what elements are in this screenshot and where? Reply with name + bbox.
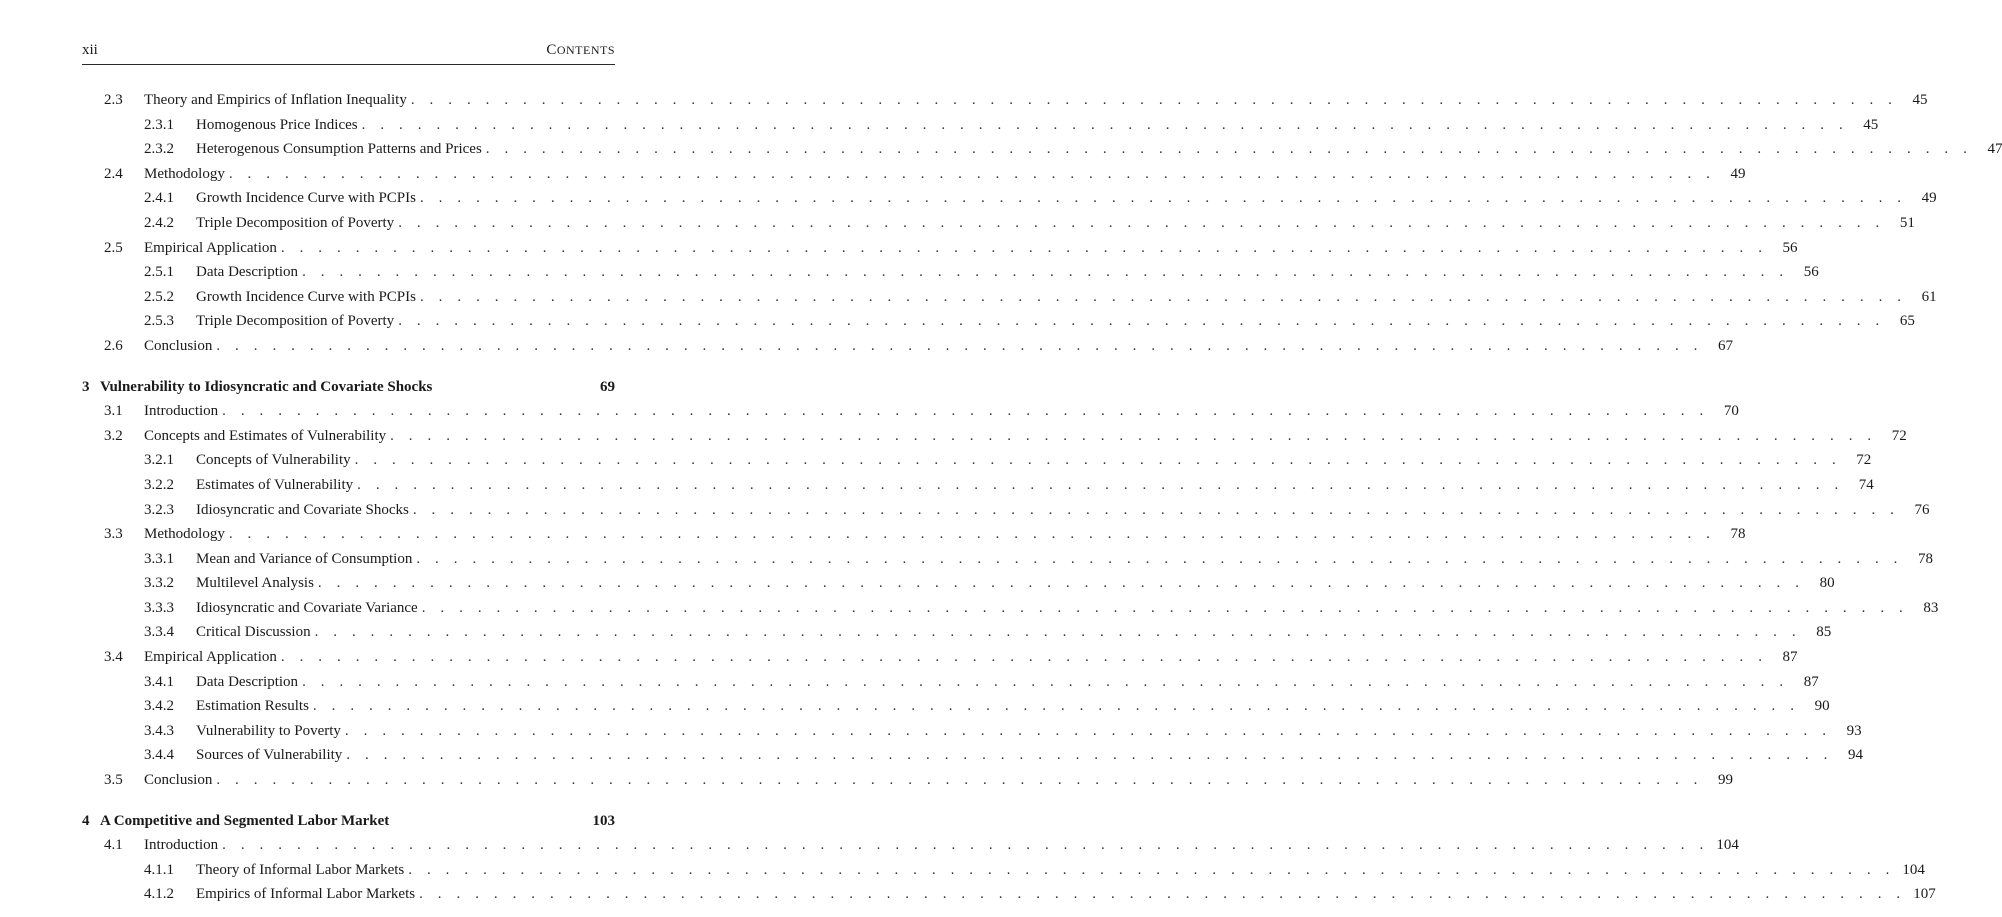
toc-entry-page: 83 [1923, 599, 1939, 616]
toc-entry-number: 4.1.2 [144, 886, 174, 903]
toc-entry-page: 51 [1899, 214, 1915, 231]
toc-subsection-entry[interactable] [82, 882, 1936, 907]
dot-leader: . . . . . . . . . . . . . . . . . . . . . . . . . . . . . . . . . . . . . . . . . . . . . . . . . . . . . . . . . . . . . . . . . . . . . . . . . . . . . . . . [416, 550, 1903, 567]
toc-entry-line [196, 309, 1915, 334]
toc-entry-line [144, 399, 1739, 424]
toc-entry-number: 3.4.1 [144, 673, 174, 690]
toc-subsection-entry[interactable] [82, 743, 1863, 768]
toc-entry-line [144, 162, 1746, 187]
toc-entry-title: Data Description [196, 670, 302, 695]
toc-entry-line [144, 833, 1739, 858]
toc-entry-page: 99 [1718, 772, 1733, 789]
toc-section-entry[interactable] [82, 768, 1733, 793]
toc-entry-line [196, 473, 1874, 498]
toc-entry-page: 87 [1782, 649, 1798, 666]
toc-entry-line [196, 882, 1936, 907]
toc-entry-number: 3.3.2 [144, 575, 174, 592]
dot-leader: . . . . . . . . . . . . . . . . . . . . . . . . . . . . . . . . . . . . . . . . . . . . . . . . . . . . . . . . . . . . . . . . . . . . . . . . . . . . . . . . [344, 722, 1832, 739]
toc-entry-line [196, 620, 1832, 645]
toc-section-entry[interactable] [82, 334, 1733, 359]
toc-entry-title: Estimation Results [196, 694, 313, 719]
toc-entry-title: Vulnerability to Idiosyncratic and Covariate Shocks [100, 375, 436, 400]
toc-entry-title: Triple Decomposition of Poverty [196, 211, 398, 236]
table-of-contents [82, 88, 2002, 907]
dot-leader: . . . . . . . . . . . . . . . . . . . . . . . . . . . . . . . . . . . . . . . . . . . . . . . . . . . . . . . . . . . . . . . . . . . . . . . . . . . . . . . . [346, 747, 1833, 764]
dot-leader: . . . . . . . . . . . . . . . . . . . . . . . . . . . . . . . . . . . . . . . . . . . . . . . . . . . . . . . . . . . . . . . . . . . . . . . . . . . . . . . . [419, 288, 1907, 305]
toc-entry-page: 56 [1782, 239, 1798, 256]
dot-leader: . . . . . . . . . . . . . . . . . . . . . . . . . . . . . . . . . . . . . . . . . . . . . . . . . . . . . . . . . . . . . . . . . . . . . . . . . . . . . . . . [314, 624, 1802, 641]
toc-entry-page: 45 [1863, 116, 1879, 133]
toc-entry-page: 104 [1716, 837, 1739, 854]
dot-leader: . . . . . . . . . . . . . . . . . . . . . . . . . . . . . . . . . . . . . . . . . . . . . . . . . . . . . . . . . . . . . . . . . . . . . . . . . . . . . . . . [302, 264, 1789, 281]
dot-leader: . . . . . . . . . . . . . . . . . . . . . . . . . . . . . . . . . . . . . . . . . . . . . . . . . . . . . . . . . . . . . . . . . . . . . . . . . . . . . . . . [228, 526, 1716, 543]
toc-entry-line [196, 743, 1863, 768]
toc-entry-page: 70 [1723, 403, 1739, 420]
toc-entry-number: 3.2.3 [144, 501, 174, 518]
toc-chapter-entry[interactable] [82, 375, 615, 400]
toc-entry-page: 65 [1899, 313, 1915, 330]
toc-entry-page: 74 [1858, 476, 1874, 493]
toc-entry-page: 45 [1912, 92, 1928, 108]
toc-entry-page: 76 [1914, 501, 1930, 518]
toc-entry-line [196, 719, 1862, 744]
toc-entry-title: Homogenous Price Indices [196, 113, 362, 138]
toc-subsection-entry[interactable] [82, 498, 1930, 523]
toc-entry-title: Triple Decomposition of Poverty [196, 309, 398, 334]
toc-entry-number: 3.4.3 [144, 722, 174, 739]
toc-entry-title: Methodology [144, 522, 229, 547]
toc-entry-page: 104 [1902, 861, 1925, 878]
toc-entry-title: Growth Incidence Curve with PCPIs [196, 186, 420, 211]
toc-entry-title: Empirical Application [144, 236, 281, 261]
dot-leader: . . . . . . . . . . . . . . . . . . . . . . . . . . . . . . . . . . . . . . . . . . . . . . . . . . . . . . . . . . . . . . . . . . . . . . . . . . . . . . . . [390, 427, 1877, 444]
toc-subsection-entry[interactable] [82, 448, 1872, 473]
toc-entry-number: 3.2.2 [144, 476, 174, 493]
toc-entry-number: 2.3 [104, 92, 123, 108]
dot-leader: . . . . . . . . . . . . . . . . . . . . . . . . . . . . . . . . . . . . . . . . . . . . . . . . . . . . . . . . . . . . . . . . . . . . . . . . . . . . . . . . [412, 501, 1900, 518]
toc-entry-page: 49 [1730, 165, 1746, 182]
toc-entry-number: 3.2.1 [144, 452, 174, 469]
toc-entry-number: 2.5.2 [144, 288, 174, 305]
toc-entry-line [196, 596, 1939, 621]
toc-entry-number: 4.1 [104, 837, 123, 854]
toc-entry-line [196, 571, 1835, 596]
toc-entry-title: Empirics of Informal Labor Markets [196, 882, 419, 907]
toc-entry-line [196, 670, 1819, 695]
toc-entry-title: Theory and Empirics of Inflation Inequality [144, 88, 411, 113]
toc-entry-number: 2.3.1 [144, 116, 174, 133]
toc-entry-title: Heterogenous Consumption Patterns and Prices [196, 137, 486, 162]
dot-leader: . . . . . . . . . . . . . . . . . . . . . . . . . . . . . . . . . . . . . . . . . . . . . . . . . . . . . . . . . . . . . . . . . . . . . . . . . . . . . . . . [302, 673, 1789, 690]
toc-subsection-entry[interactable] [82, 596, 1939, 621]
toc-entry-line [196, 186, 1937, 211]
toc-subsection-entry[interactable] [82, 260, 1819, 285]
toc-entry-line [196, 285, 1937, 310]
dot-leader: . . . . . . . . . . . . . . . . . . . . . . . . . . . . . . . . . . . . . . . . . . . . . . . . . . . . . . . . . . . . . . . . . . . . . . . . . . . . . . . . [357, 476, 1844, 493]
toc-entry-page: 94 [1847, 747, 1863, 764]
dot-leader: . . . . . . . . . . . . . . . . . . . . . . . . . . . . . . . . . . . . . . . . . . . . . . . . . . . . . . . . . . . . . . . . . . . . . . . . . . . . . . . . [280, 239, 1768, 256]
toc-entry-line [100, 375, 615, 400]
toc-section-entry[interactable] [82, 399, 1739, 424]
running-title [546, 42, 615, 59]
toc-entry-line [196, 113, 1879, 138]
toc-entry-title: Critical Discussion [196, 620, 315, 645]
toc-entry-page: 72 [1891, 427, 1907, 444]
toc-entry-number: 3.3.1 [144, 550, 174, 567]
toc-entry-number: 2.5 [104, 239, 123, 256]
dot-leader: . . . . . . . . . . . . . . . . . . . . . . . . . . . . . . . . . . . . . . . . . . . . . . . . . . . . . . . . . . . . . . . . . . . . . . . . . . . . . . . . [408, 861, 1895, 878]
toc-entry-number: 3.2 [104, 427, 123, 444]
toc-entry-number: 4.1.1 [144, 861, 174, 878]
dot-leader: . . . . . . . . . . . . . . . . . . . . . . . . . . . . . . . . . . . . . . . . . . . . . . . . . . . . . . . . . . . . . . . . . . . . . . . . . . . . . . . . [354, 452, 1842, 469]
toc-subsection-entry[interactable] [82, 620, 1832, 645]
dot-leader: . . . . . . . . . . . . . . . . . . . . . . . . . . . . . . . . . . . . . . . . . . . . . . . . . . . . . . . . . . . . . . . . . . . . . . . . . . . . . . . . [222, 837, 1709, 854]
toc-chapter-entry[interactable] [82, 809, 615, 834]
toc-entry-page: 80 [1819, 575, 1835, 592]
toc-entry-number: 2.6 [104, 337, 123, 354]
toc-entry-number: 3.3.3 [144, 599, 174, 616]
toc-subsection-entry[interactable] [82, 309, 1915, 334]
toc-entry-line [144, 424, 1907, 449]
toc-entry-title: A Competitive and Segmented Labor Market [100, 809, 393, 834]
dot-leader: . . . . . . . . . . . . . . . . . . . . . . . . . . . . . . . . . . . . . . . . . . . . . . . . . . . . . . . . . . . . . . . . . . . . . . . . . . . . . . . . [398, 313, 1885, 330]
toc-section-entry[interactable] [82, 162, 1746, 187]
page-number: xii [82, 42, 98, 58]
toc-subsection-entry[interactable] [82, 113, 1879, 138]
toc-entry-line [144, 522, 1746, 547]
toc-entry-page: 93 [1846, 722, 1862, 739]
dot-leader: . . . . . . . . . . . . . . . . . . . . . . . . . . . . . . . . . . . . . . . . . . . . . . . . . . . . . . . . . . . . . . . . . . . . . . . . . . . . . . . . [398, 214, 1885, 231]
toc-entry-page: 49 [1921, 190, 1937, 207]
toc-entry-title: Introduction [144, 833, 222, 858]
toc-entry-title: Conclusion [144, 768, 216, 793]
toc-entry-title: Data Description [196, 260, 302, 285]
toc-entry-title: Growth Incidence Curve with PCPIs [196, 285, 420, 310]
toc-entry-line [144, 334, 1733, 359]
toc-subsection-entry[interactable] [82, 694, 1830, 719]
toc-subsection-entry[interactable] [82, 547, 1933, 572]
toc-entry-line [196, 498, 1930, 523]
toc-entry-number: 2.4.1 [144, 190, 174, 207]
toc-entry-page: 67 [1718, 337, 1733, 354]
toc-entry-title: Mean and Variance of Consumption [196, 547, 416, 572]
toc-entry-title: Idiosyncratic and Covariate Shocks [196, 498, 413, 523]
dot-leader: . . . . . . . . . . . . . . . . . . . . . . . . . . . . . . . . . . . . . . . . . . . . . . . . . . . . . . . . . . . . . . . . . . . . . . . . . . . . . . . . [280, 649, 1768, 666]
toc-entry-line [144, 236, 1798, 261]
toc-entry-title: Theory of Informal Labor Markets [196, 858, 408, 883]
dot-leader: . . . . . . . . . . . . . . . . . . . . . . . . . . . . . . . . . . . . . . . . . . . . . . . . . . . . . . . . . . . . . . . . . . . . . . . . . . . . . . . . [419, 886, 1906, 903]
dot-leader: . . . . . . . . . . . . . . . . . . . . . . . . . . . . . . . . . . . . . . . . . . . . . . . . . . . . . . . . . . . . . . . . . . . . . . . . . . . . . . . . [419, 190, 1907, 207]
toc-entry-line [196, 260, 1819, 285]
toc-entry-page: 72 [1856, 452, 1872, 469]
toc-entry-page: 107 [1913, 886, 1936, 903]
toc-entry-title: Multilevel Analysis [196, 571, 318, 596]
dot-leader: . . . . . . . . . . . . . . . . . . . . . . . . . . . . . . . . . . . . . . . . . . . . . . . . . . . . . . . . . . . . . . . . . . . . . . . . . . . . . . . . [485, 141, 1973, 158]
dot-leader: . . . . . . . . . . . . . . . . . . . . . . . . . . . . . . . . . . . . . . . . . . . . . . . . . . . . . . . . . . . . . . . . . . . . . . . . . . . . . . . . [228, 165, 1716, 182]
toc-entry-title: Conclusion [144, 334, 216, 359]
toc-entry-number: 3 [82, 378, 90, 395]
toc-subsection-entry[interactable] [82, 285, 1937, 310]
toc-subsection-entry[interactable] [82, 137, 2002, 162]
toc-subsection-entry[interactable] [82, 211, 1915, 236]
toc-entry-page: 69 [600, 378, 615, 395]
toc-entry-title: Concepts and Estimates of Vulnerability [144, 424, 390, 449]
toc-entry-title: Vulnerability to Poverty [196, 719, 345, 744]
toc-entry-number: 3.3.4 [144, 624, 174, 641]
toc-entry-title: Introduction [144, 399, 222, 424]
toc-entry-number: 3.4 [104, 649, 123, 666]
toc-section-entry[interactable] [82, 424, 1907, 449]
toc-entry-page: 61 [1921, 288, 1937, 305]
toc-spacer [82, 359, 615, 375]
toc-entry-line [196, 211, 1915, 236]
toc-entry-page: 47 [1987, 141, 2002, 158]
toc-entry-line [100, 809, 615, 834]
toc-entry-line [196, 858, 1925, 883]
toc-subsection-entry[interactable] [82, 858, 1925, 883]
toc-entry-number: 2.4.2 [144, 214, 174, 231]
toc-subsection-entry[interactable] [82, 186, 1937, 211]
dot-leader: . . . . . . . . . . . . . . . . . . . . . . . . . . . . . . . . . . . . . . . . . . . . . . . . . . . . . . . . . . . . . . . . . . . . . . . . . . . . . . . . [410, 92, 1898, 108]
toc-subsection-entry[interactable] [82, 571, 1835, 596]
dot-leader: . . . . . . . . . . . . . . . . . . . . . . . . . . . . . . . . . . . . . . . . . . . . . . . . . . . . . . . . . . . . . . . . . . . . . . . . . . . . . . . . [312, 698, 1800, 715]
dot-leader: . . . . . . . . . . . . . . . . . . . . . . . . . . . . . . . . . . . . . . . . . . . . . . . . . . . . . . . . . . . . . . . . . . . . . . . . . . . . . . . . [317, 575, 1805, 592]
dot-leader: . . . . . . . . . . . . . . . . . . . . . . . . . . . . . . . . . . . . . . . . . . . . . . . . . . . . . . . . . . . . . . . . . . . . . . . . . . . . . . . . [421, 599, 1909, 616]
toc-entry-number: 4 [82, 812, 90, 829]
toc-section-entry[interactable] [82, 833, 1739, 858]
toc-subsection-entry[interactable] [82, 719, 1862, 744]
toc-section-entry[interactable] [82, 522, 1746, 547]
toc-section-entry[interactable] [82, 645, 1798, 670]
toc-subsection-entry[interactable] [82, 473, 1874, 498]
toc-entry-page: 78 [1730, 526, 1746, 543]
toc-entry-number: 2.5.1 [144, 264, 174, 281]
dot-leader: . . . . . . . . . . . . . . . . . . . . . . . . . . . . . . . . . . . . . . . . . . . . . . . . . . . . . . . . . . . . . . . . . . . . . . . . . . . . . . . . [216, 772, 1703, 789]
toc-entry-line [196, 448, 1872, 473]
running-title-initial: C [546, 42, 557, 58]
toc-entry-line [196, 694, 1830, 719]
dot-leader: . . . . . . . . . . . . . . . . . . . . . . . . . . . . . . . . . . . . . . . . . . . . . . . . . . . . . . . . . . . . . . . . . . . . . . . . . . . . . . . . [361, 116, 1849, 133]
toc-entry-number: 3.4.4 [144, 747, 174, 764]
toc-entry-page: 103 [592, 812, 615, 829]
toc-entry-line [196, 137, 2002, 162]
toc-entry-page: 90 [1814, 698, 1830, 715]
dot-leader: . . . . . . . . . . . . . . . . . . . . . . . . . . . . . . . . . . . . . . . . . . . . . . . . . . . . . . . . . . . . . . . . . . . . . . . . . . . . . . . . [222, 403, 1709, 420]
toc-entry-title: Sources of Vulnerability [196, 743, 346, 768]
toc-entry-title: Empirical Application [144, 645, 281, 670]
toc-entry-title: Methodology [144, 162, 229, 187]
toc-entry-line [196, 547, 1933, 572]
toc-entry-number: 3.1 [104, 403, 123, 420]
toc-entry-line [144, 88, 1928, 113]
toc-section-entry[interactable] [82, 88, 1928, 113]
toc-entry-number: 2.4 [104, 165, 123, 182]
toc-entry-number: 2.3.2 [144, 141, 174, 158]
toc-spacer [82, 793, 615, 809]
toc-entry-number: 2.5.3 [144, 313, 174, 330]
running-title-rest: ONTENTS [556, 43, 615, 57]
toc-entry-title: Idiosyncratic and Covariate Variance [196, 596, 422, 621]
toc-entry-title: Estimates of Vulnerability [196, 473, 357, 498]
toc-entry-page: 56 [1803, 264, 1819, 281]
toc-entry-page: 85 [1816, 624, 1832, 641]
toc-entry-page: 78 [1918, 550, 1933, 567]
dot-leader: . . . . . . . . . . . . . . . . . . . . . . . . . . . . . . . . . . . . . . . . . . . . . . . . . . . . . . . . . . . . . . . . . . . . . . . . . . . . . . . . [216, 337, 1703, 354]
running-header [82, 40, 615, 65]
toc-entry-number: 3.3 [104, 526, 123, 543]
toc-entry-number: 3.5 [104, 772, 123, 789]
toc-entry-line [144, 768, 1733, 793]
toc-entry-page: 87 [1803, 673, 1819, 690]
toc-entry-title: Concepts of Vulnerability [196, 448, 355, 473]
toc-section-entry[interactable] [82, 236, 1798, 261]
toc-entry-line [144, 645, 1798, 670]
toc-subsection-entry[interactable] [82, 670, 1819, 695]
toc-entry-number: 3.4.2 [144, 698, 174, 715]
